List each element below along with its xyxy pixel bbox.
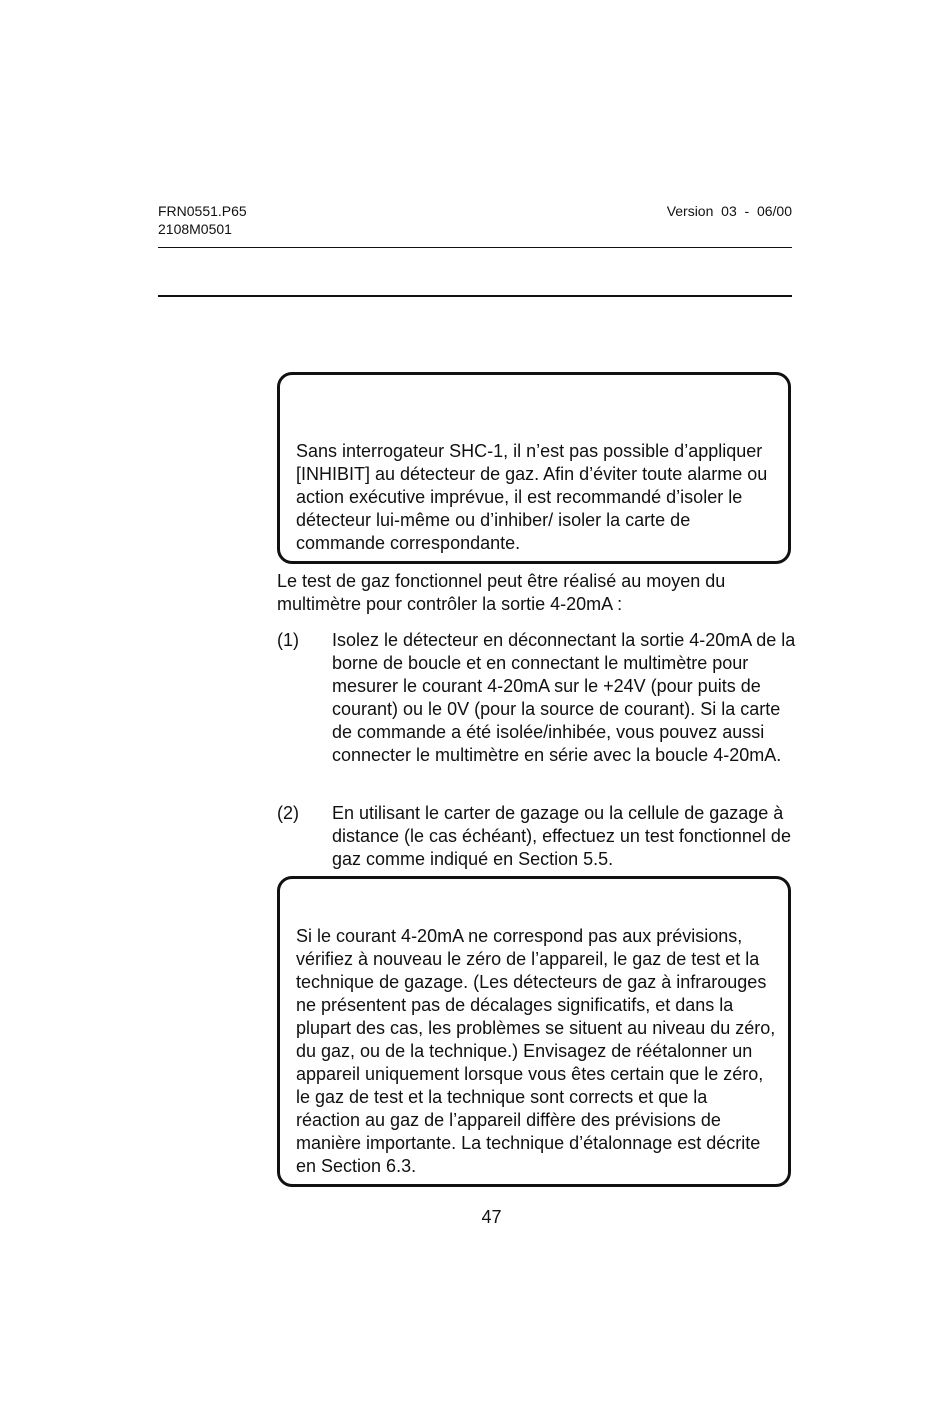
- document-code: 2108M0501: [158, 221, 232, 237]
- inhibit-note-box: [277, 372, 791, 564]
- step-number: (1): [277, 630, 299, 650]
- step-number: (2): [277, 803, 299, 823]
- header-right: [667, 202, 792, 220]
- calibration-note-text: Si le courant 4-20mA ne correspond pas aux prévisions, vérifiez à nouveau le zéro de l’appareil, le gaz de test et la technique de gazage. (Les détecteurs de gaz à infrarouges ne présentent pas de décalages significatifs, et dans la plupart des cas, les problèmes se situent au niveau du zéro, du gaz, ou de la technique.) Envisagez de réétalonner un appareil uniquement lorsque vous êtes certain que le zéro, le gaz de test et la technique sont corrects et que la réaction au gaz de l’appareil diffère des prévisions de manière importante. La technique d’étalonnage est décrite en Section 6.3.: [296, 926, 776, 1176]
- procedure-step: [277, 802, 797, 871]
- header-rule: [158, 247, 792, 248]
- section-rule: [158, 295, 792, 297]
- step-text: Isolez le détecteur en déconnectant la sortie 4-20mA de la borne de boucle et en connectant le multimètre pour mesurer le courant 4-20mA sur le +24V (pour puits de courant) ou le 0V (pour la source de courant). Si la carte de commande a été isolée/inhibée, vous pouvez aussi connecter le multimètre en série avec la boucle 4-20mA.: [332, 630, 796, 765]
- file-name: FRN0551.P65: [158, 203, 247, 219]
- version-label: Version 03 - 06/00: [666, 203, 792, 219]
- inhibit-note-text: Sans interrogateur SHC-1, il n’est pas possible d’appliquer [INHIBIT] au détecteur de gaz. Afin d’éviter toute alarme ou action exécutive imprévue, il est recommandé d’isoler le détecteur lui-même ou d’inhiber/ isoler la carte de commande correspondante.: [296, 441, 768, 553]
- calibration-note-box: [277, 876, 791, 1187]
- intro-paragraph: Le test de gaz fonctionnel peut être réalisé au moyen du multimètre pour contrôler la sortie 4-20mA :: [277, 571, 726, 614]
- page-number: 47: [481, 1207, 502, 1227]
- procedure-step: [277, 629, 797, 767]
- step-text: En utilisant le carter de gazage ou la cellule de gazage à distance (le cas échéant), effectuez un test fonctionnel de gaz comme indiqué en Section 5.5.: [332, 803, 791, 869]
- header-left: [158, 202, 247, 238]
